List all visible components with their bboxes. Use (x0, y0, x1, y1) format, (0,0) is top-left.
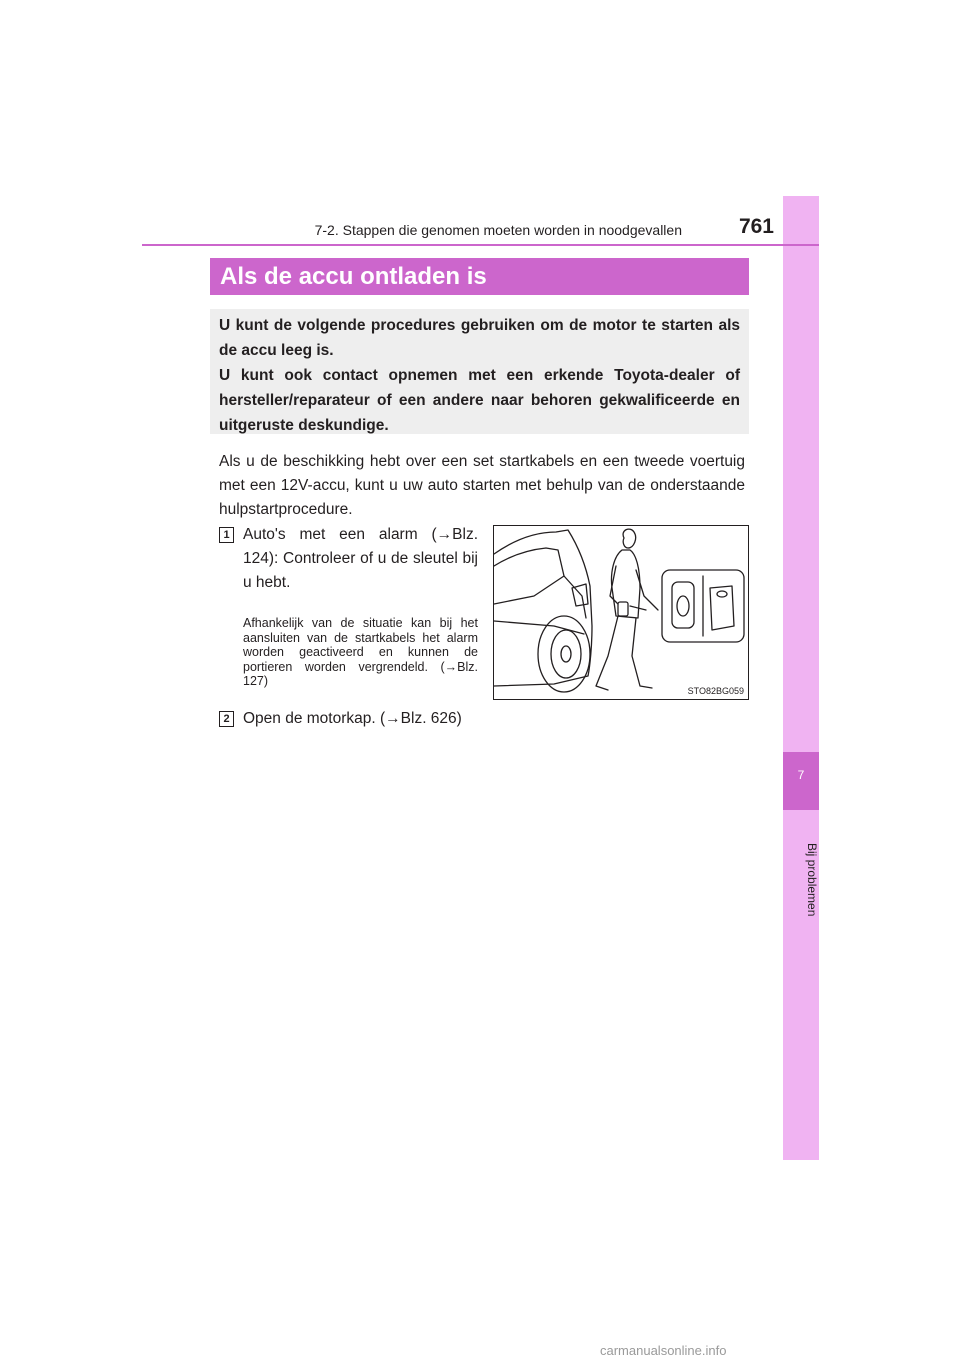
side-chapter-tab (783, 196, 819, 1160)
watermark: carmanualsonline.info (600, 1343, 727, 1358)
page-number: 761 (738, 215, 774, 238)
chapter-title: 7-2. Stappen die genomen moeten worden in noodgevallen (314, 222, 682, 238)
intro-box (210, 309, 749, 434)
side-chapter-number: 7 (797, 768, 805, 782)
step-1-text: Auto's met een alarm (→Blz. 124): Controleer of u de sleutel bij u hebt. (243, 526, 478, 591)
side-chapter-label: Bij problemen (805, 843, 819, 917)
step-1-badge: 1 (219, 527, 234, 543)
section-heading: Als de accu ontladen is (210, 258, 749, 295)
step-2-badge: 2 (219, 711, 234, 727)
step-2-text: Open de motorkap. (→Blz. 626) (243, 710, 462, 727)
header-rule (142, 244, 819, 246)
figure-car-key-check (493, 525, 749, 700)
figure-illustration (494, 526, 748, 699)
intro-line-1: U kunt de volgende procedures gebruiken om de motor te starten als de accu leeg is. (219, 317, 740, 359)
figure-code: STO82BG059 (687, 686, 744, 696)
step-1-note: Afhankelijk van de situatie kan bij het aansluiten van de startkabels het alarm worden geactiveerd en kunnen de portieren worden vergrendeld. (→Blz. 127) (243, 616, 478, 688)
intro-line-2: U kunt ook contact opnemen met een erkende Toyota-dealer of hersteller/reparateur of een andere naar behoren gekwalificeerde en uitgeruste deskundige. (219, 367, 740, 434)
body-paragraph: Als u de beschikking hebt over een set startkabels en een tweede voertuig met een 12V-accu, kunt u uw auto starten met behulp van de onderstaande hulpstartprocedure. (219, 453, 745, 518)
